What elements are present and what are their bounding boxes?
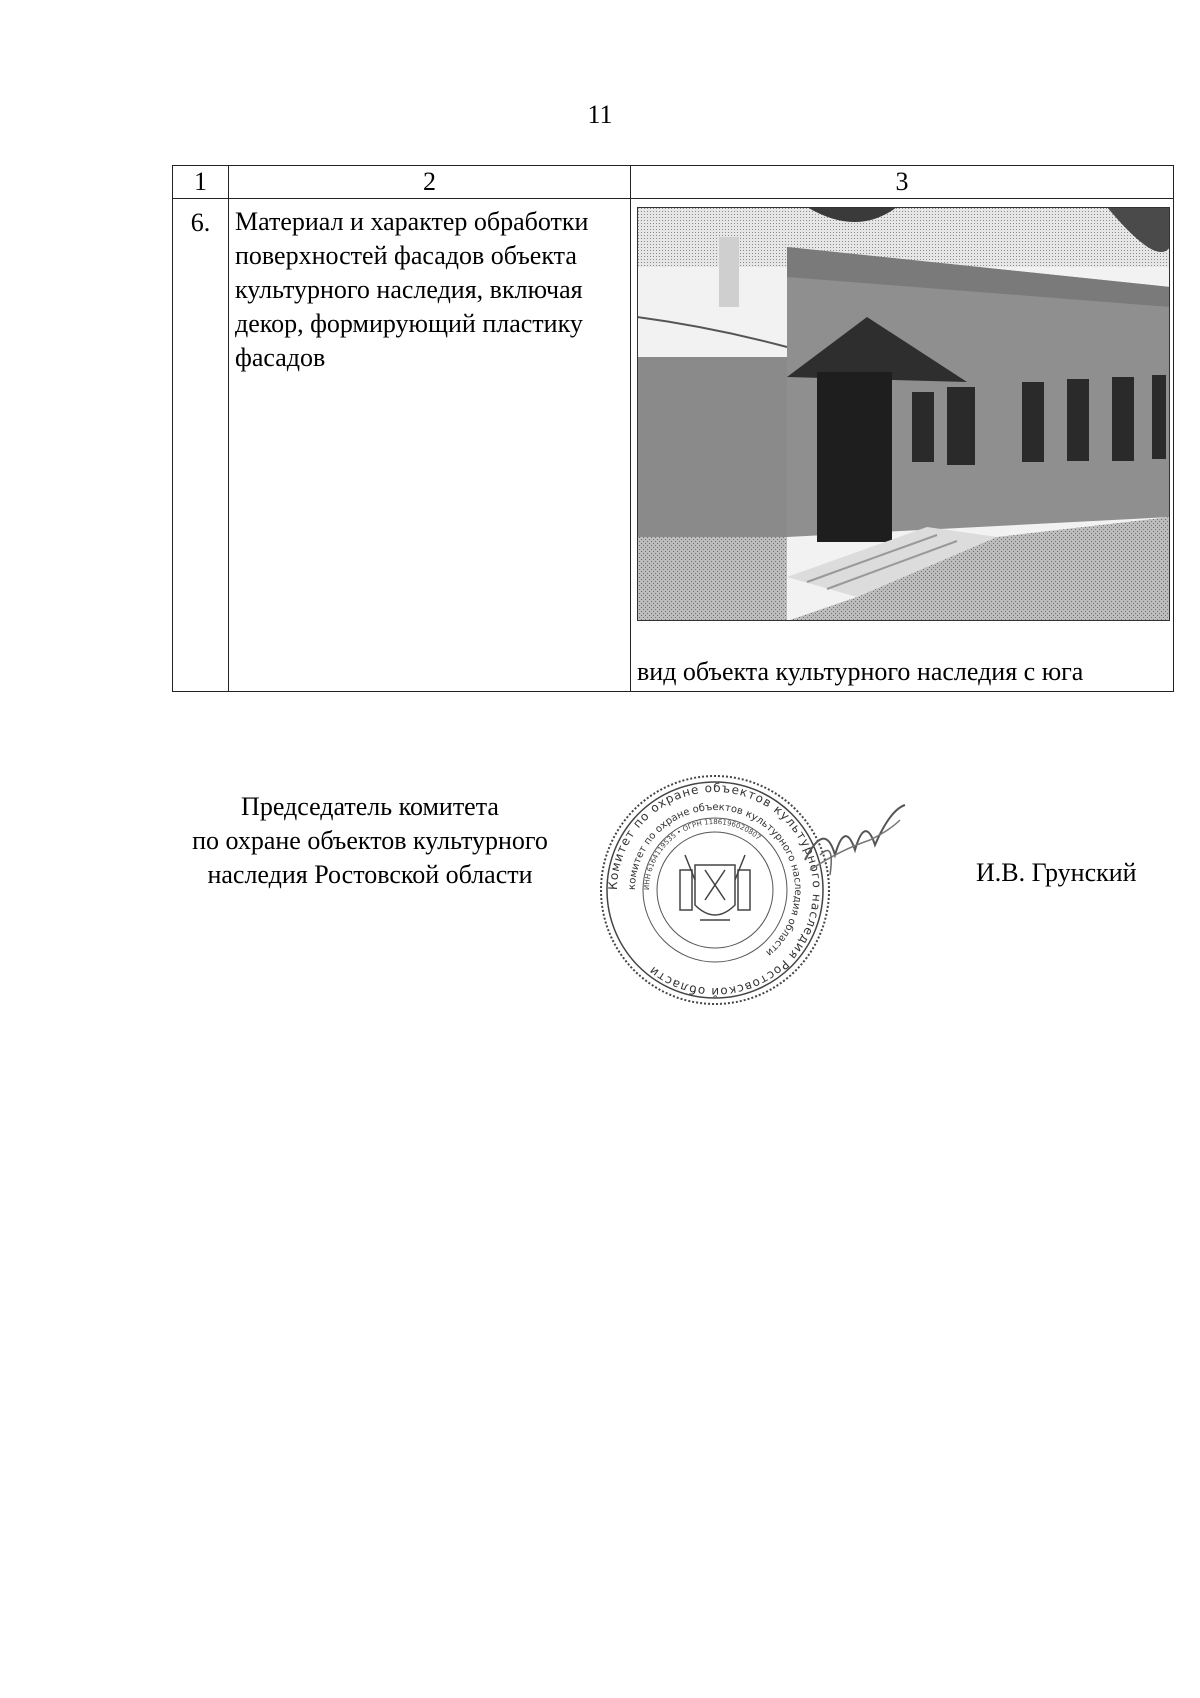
stamp-outer-text: Комитет по охране объектов культурного наследия Ростовской области: [605, 780, 825, 1000]
coat-of-arms-icon: [680, 855, 750, 920]
header-col-1: 1: [173, 166, 229, 199]
table-row: [173, 199, 1174, 692]
description-line: декор, формирующий пластику: [235, 309, 583, 338]
photo-caption: вид объекта культурного наследия с юга: [637, 657, 1084, 686]
heritage-table: [172, 165, 1174, 692]
page-number: 11: [587, 100, 613, 129]
official-stamp: [595, 770, 835, 1010]
handwritten-signature: [800, 800, 910, 890]
header-col-3: 3: [631, 166, 1174, 199]
description-line: фасадов: [235, 343, 326, 372]
description-line: Материал и характер обработки: [235, 207, 589, 236]
description-line: культурного наследия, включая: [235, 275, 583, 304]
photo-cell: [631, 199, 1174, 692]
position-line: наследия Ростовской области: [207, 860, 533, 889]
signatory-name: И.В. Грунский: [976, 858, 1137, 887]
description-line: поверхностей фасадов объекта: [235, 241, 577, 270]
row-number: 6.: [173, 199, 229, 692]
signatory-position: [150, 790, 590, 892]
stamp-id-text: ИНН 6164119535 • ОГРН 1186196020807: [642, 817, 763, 891]
table-header-row: [173, 166, 1174, 199]
row-description: [229, 199, 631, 692]
position-line: по охране объектов культурного: [192, 826, 548, 855]
stamp-inner-text: комитет по охране объектов культурного наследия области: [626, 801, 804, 959]
header-col-2: 2: [229, 166, 631, 199]
building-photo: [637, 207, 1170, 621]
position-line: Председатель комитета: [241, 792, 499, 821]
